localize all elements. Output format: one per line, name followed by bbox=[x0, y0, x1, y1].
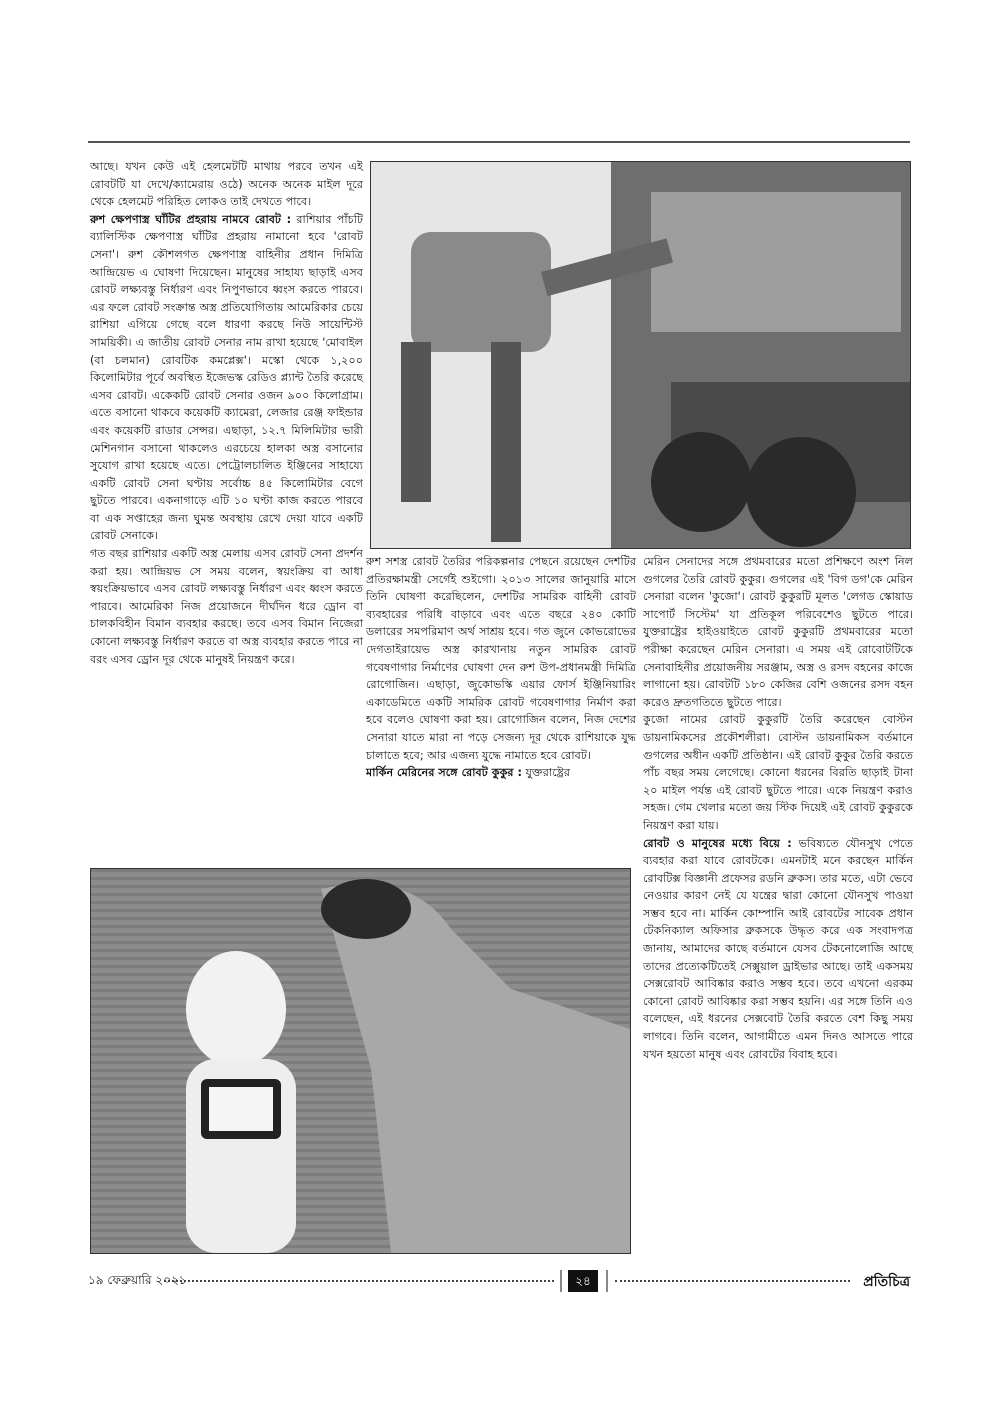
column-1 bbox=[90, 158, 363, 668]
publication-brand: প্রতিচিত্র bbox=[863, 1274, 910, 1290]
paragraph: মার্কিন মেরিনের সঙ্গে রোবট কুকুর : যুক্তরাষ্ট্রের bbox=[366, 766, 570, 780]
paragraph: রুশ ক্ষেপণাস্ত্র ঘাঁটির প্রহরায় নামবে রোবট : রাশিয়ার পাঁচটি ব্যালিস্টিক ক্ষেপণাস্ত্র ঘাঁটির প্রহরায় নামানো হবে 'রোবট সেনা'। রুশ কৌশলগত ক্ষেপণাস্ত্র বাহিনীর প্রধান দিমিত্রি আন্দ্রিয়েভ এ ঘোষণা দিয়েছেন। মানুষের সাহায্য ছাড়াই এসব রোবট লক্ষ্যবস্তু নির্ধারণ এবং নিপুণভাবে ধ্বংস করতে পারবে। এর ফলে রোবট সংক্রান্ত অস্ত্র প্রতিযোগিতায় আমেরিকার চেয়ে রাশিয়া এগিয়ে গেছে বলে ধারণা করছে নিউ সায়েন্টিস্ট সাময়িকী। এ জাতীয় রোবট সেনার নাম রাখা হয়েছে 'মোবাইল (বা চলমান) রোবটিক কমপ্লেক্স'। মস্কো থেকে ১,২০০ কিলোমিটার পূর্বে অবস্থিত ইজেভস্ক রেডিও প্ল্যান্ট তৈরি করেছে এসব রোবট। একেকটি রোবট সেনার ওজন ৯০০ কিলোগ্রাম। এতে বসানো থাকবে কয়েকটি ক্যামেরা, লেজার রেঞ্জ ফাইন্ডার এবং কয়েকটি রাডার সেন্সর। এছাড়া, ১২.৭ মিলিমিটার ভারী মেশিনগান বসানো থাকলেও এরচেয়ে হালকা অস্ত্র বসানোর সুযোগ রাখা হয়েছে এতে। পেট্রোলচালিত ইঞ্জিনের সাহায্যে একটি রোবট সেনা ঘণ্টায় সর্বোচ্চ ৪৫ কিলোমিটার বেগে ছুটতে পারবে। একনাগাড়ে এটি ১০ ঘণ্টা কাজ করতে পারবে বা এক সপ্তাহের জন্য ঘুমন্ত অবস্থায় রেখে দেয়া যাবে একটি রোবট সেনাকে। bbox=[90, 212, 363, 543]
robot-vehicle-illustration bbox=[371, 162, 910, 548]
top-rule bbox=[88, 141, 910, 143]
column-3 bbox=[643, 553, 913, 1063]
paragraph: রুশ সশস্ত্র রোবট তৈরির পরিকল্পনার পেছনে রয়েছেন দেশটির প্রতিরক্ষামন্ত্রী সের্গেই শুইগো। ২০১৩ সালের জানুয়ারি মাসে তিনি ঘোষণা করেছিলেন, দেশটির সামরিক বাহিনী রোবট ব্যবহারের পরিধি বাড়াবে এবং এতে বছরে ২৪০ কোটি ডলারের সমপরিমাণ অর্থ সাশ্রয় হবে। গত জুনে কোভরোভের দেগতাইরায়েভ অস্ত্র কারখানায় নতুন সামরিক রোবট গবেষণাগার নির্মাণের ঘোষণা দেন রুশ উপ-প্রধানমন্ত্রী দিমিত্রি রোগোজিন। এছাড়া, জুকোভস্কি এয়ার ফোর্স ইঞ্জিনিয়ারিং একাডেমিতে একটি সামরিক রোবট গবেষণাগার নির্মাণ করা হবে বলেও ঘোষণা করা হয়। রোগোজিন বলেন, নিজ দেশের সেনারা যাতে মারা না পড়ে সেজন্য দূর থেকে রাশিয়াকে যুদ্ধ চালাতে হবে; আর এজন্য যুদ্ধে নামাতে হবে রোবট। bbox=[366, 555, 636, 762]
footer-dotted-leader bbox=[164, 1280, 554, 1282]
paragraph: কুজো নামের রোবট কুকুরটি তৈরি করেছেন বোস্টন ডায়নামিকসের প্রকৌশলীরা। বোস্টন ডায়নামিকস বর্তমানে গুগলের অধীন একটি প্রতিষ্ঠান। এই রোবট কুকুর তৈরি করতে পাঁচ বছর সময় লেগেছে। কোনো ধরনের বিরতি ছাড়াই টানা ২০ মাইল পর্যন্ত এই রোবট ছুটতে পারে। একে নিয়ন্ত্রণ করাও সহজ। গেম খেলার মতো জয় স্টিক দিয়েই এই রোবট কুকুরকে নিয়ন্ত্রণ করা যায়। bbox=[643, 713, 913, 832]
footer-date: ১৯ ফেব্রুয়ারি ২০২১ bbox=[88, 1273, 187, 1287]
paragraph: গত বছর রাশিয়ার একটি অস্ত্র মেলায় এসব রোবট সেনা প্রদর্শন করা হয়। আন্দ্রিয়ভ সে সময় বলেন, স্বয়ংক্রিয় বা আধা স্বয়ংক্রিয়ভাবে এসব রোবট লক্ষ্যবস্তু নির্ধারণ এবং ধ্বংস করতে পারবে। আমেরিকা নিজ প্রয়োজনে দীর্ঘদিন ধরে ড্রোন বা চালকবিহীন বিমান ব্যবহার করছে। তবে এসব বিমান নিজেরা কোনো লক্ষ্যবস্তু নির্ধারণ করতে বা অস্ত্র ব্যবহার করতে পারে না বরং এসব ড্রোন দূর থেকে মানুষই নিয়ন্ত্রণ করে। bbox=[90, 547, 363, 666]
paragraph: মেরিন সেনাদের সঙ্গে প্রথমবারের মতো প্রশিক্ষণে অংশ নিল গুগলের তৈরি রোবট কুকুর। গুগলের এই 'বিগ ডগ'কে মেরিন সেনারা বলেন 'কুজো'। রোবট কুকুরটি মূলত 'লেগড স্কোয়াড সাপোর্ট সিস্টেম' যা প্রতিকূল পরিবেশেও ছুটতে পারে। যুক্তরাষ্ট্রের হাইওয়াইতে রোবট কুকুরটি প্রথমবারের মতো পরীক্ষা করেছেন মেরিন সেনারা। এ সময় এই রোবোটটিকে সেনাবাহিনীর প্রয়োজনীয় সরঞ্জাম, অস্ত্র ও রসদ বহনের কাজে লাগানো হয়। রোবটটি ১৮০ কেজির বেশি ওজনের রসদ বহন করেও দ্রুতগতিতে ছুটতে পারে। bbox=[643, 555, 913, 709]
section-heading: রুশ ক্ষেপণাস্ত্র ঘাঁটির প্রহরায় নামবে রোবট : bbox=[90, 212, 292, 226]
section-heading: রোবট ও মানুষের মধ্যে বিয়ে : bbox=[643, 836, 792, 850]
page-footer bbox=[88, 1270, 910, 1292]
footer-dotted-leader bbox=[615, 1280, 850, 1282]
photo-pepper-robot bbox=[90, 868, 631, 1254]
pepper-robot-illustration bbox=[91, 869, 630, 1253]
section-heading: মার্কিন মেরিনের সঙ্গে রোবট কুকুর : bbox=[366, 766, 522, 780]
paragraph: আছে। যখন কেউ এই হেলমেটটি মাথায় পরবে তখন এই রোবটটি যা দেখে/ক্যামেরায় ওঠে) অনেক অনেক মাইল দূরে থেকে হেলমেট পরিহিত লোকও তাই দেখতে পাবে। bbox=[90, 160, 363, 209]
footer-divider bbox=[606, 1270, 608, 1292]
paragraph: রোবট ও মানুষের মধ্যে বিয়ে : ভবিষ্যতে যৌনসুখ পেতে ব্যবহার করা যাবে রোবটকে। এমনটাই মনে করছেন মার্কিন রোবটিক্স বিজ্ঞানী প্রফেসর রডনি ব্রুকস। তার মতে, এটা ভেবে নেওয়ার কারণ নেই যে যন্ত্রের দ্বারা কোনো যৌনসুখ পাওয়া সম্ভব হবে না। মার্কিন কোম্পানি আই রোবটের সাবেক প্রধান টেকনিক্যাল অফিসার ব্রুকসকে উদ্ধৃত করে এক সংবাদপত্র জানায়, আমাদের কাছে বর্তমানে যেসব টেকনোলোজি আছে তাদের প্রত্যেকটিতেই সেক্সুয়াল ড্রাইভার আছে। তাই একসময় সেক্সরোবট আবিষ্কার করাও সম্ভব হবে। তবে এখনো এরকম কোনো রোবট আবিষ্কার করা সম্ভব হয়নি। এর সঙ্গে তিনি এও বলেছেন, এই ধরনের সেক্সবোট তৈরি করতে বেশ কিছু সময় লাগবে। তিনি বলেন, আগামীতে এমন দিনও আসতে পারে যখন হয়তো মানুষ এবং রোবটের বিবাহ হবে। bbox=[643, 836, 913, 1061]
column-2 bbox=[366, 553, 636, 782]
footer-divider bbox=[560, 1270, 562, 1292]
page-number: ২৪ bbox=[568, 1270, 598, 1292]
photo-robot-vehicle bbox=[370, 161, 911, 549]
